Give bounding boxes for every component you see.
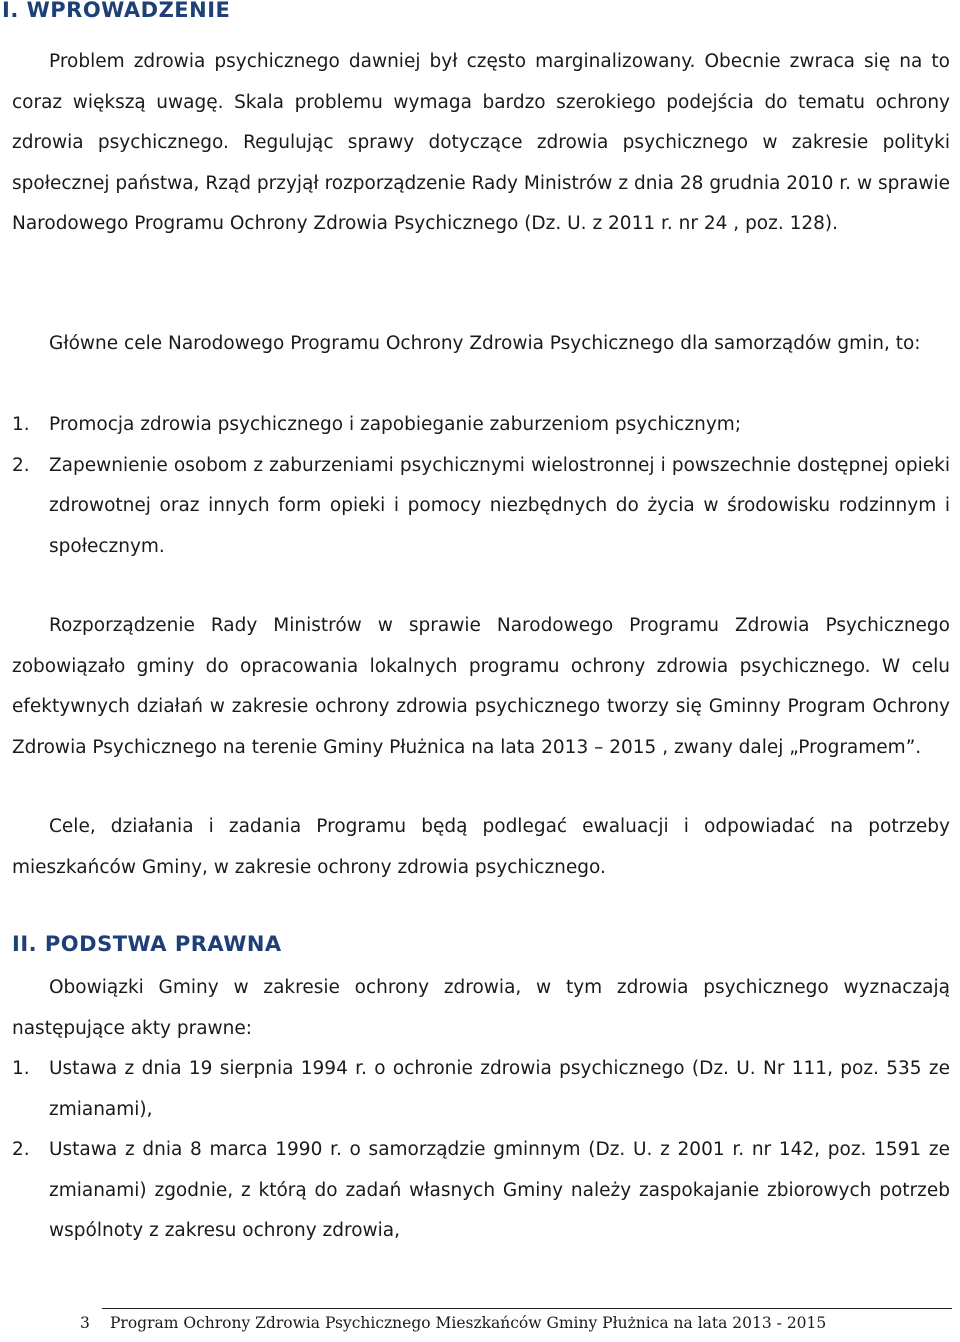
list-item xyxy=(12,1049,950,1130)
section-heading-introduction: I. WPROWADZENIE xyxy=(2,0,231,22)
list-item-number: 1. xyxy=(12,1058,30,1079)
regulation-paragraph: Rozporządzenie Rady Ministrów w sprawie Narodowego Programu Zdrowia Psychicznego zobowiązało gminy do opracowania lokalnych programu ochrony zdrowia psychicznego. W celu efektywnych działań w zakresie ochrony zdrowia psychicznego tworzy się Gminny Program Ochrony Zdrowia Psychicznego na terenie Gminy Płużnica na lata 2013 – 2015 , zwany dalej „Programem”. xyxy=(12,615,950,758)
legal-acts-list xyxy=(12,1049,950,1252)
list-item-number: 1. xyxy=(12,414,30,435)
page-number: 3 xyxy=(80,1314,90,1332)
list-item xyxy=(12,446,950,568)
goals-intro: Główne cele Narodowego Programu Ochrony Zdrowia Psychicznego dla samorządów gmin, to: xyxy=(49,333,921,354)
legal-intro: Obowiązki Gminy w zakresie ochrony zdrowia, w tym zdrowia psychicznego wyznaczają następujące akty prawne: xyxy=(12,977,950,1039)
goals-list xyxy=(12,405,950,567)
list-item-text: Ustawa z dnia 19 sierpnia 1994 r. o ochronie zdrowia psychicznego (Dz. U. Nr 111, poz. 535 ze zmianami), xyxy=(49,1058,950,1120)
list-item xyxy=(12,1130,950,1252)
list-item-text: Promocja zdrowia psychicznego i zapobieganie zaburzeniom psychicznym; xyxy=(49,414,742,435)
list-item-text: Ustawa z dnia 8 marca 1990 r. o samorządzie gminnym (Dz. U. z 2001 r. nr 142, poz. 1591 ze zmianami) zgodnie, z którą do zadań własnych Gminy należy zaspokajanie zbiorowych potrzeb wspólnoty z zakresu ochrony zdrowia, xyxy=(49,1139,950,1241)
list-item-number: 2. xyxy=(12,454,30,476)
intro-paragraph: Problem zdrowia psychicznego dawniej był często marginalizowany. Obecnie zwraca się na to coraz większą uwagę. Skala problemu wymaga bardzo szerokiego podejścia do tematu ochrony zdrowia psychicznego. Regulując sprawy dotyczące zdrowia psychicznego w zakresie polityki społecznej państwa, Rząd przyjął rozporządzenie Rady Ministrów z dnia 28 grudnia 2010 r. w sprawie Narodowego Programu Ochrony Zdrowia Psychicznego (Dz. U. z 2011 r. nr 24 , poz. 128). xyxy=(12,51,950,234)
evaluation-paragraph: Cele, działania i zadania Programu będą podlegać ewaluacji i odpowiadać na potrzeby mieszkańców Gminy, w zakresie ochrony zdrowia psychicznego. xyxy=(12,816,950,878)
page-footer xyxy=(80,1314,960,1332)
list-item xyxy=(12,405,950,446)
list-item-number: 2. xyxy=(12,1139,30,1160)
section-heading-legal-basis: II. PODSTWA PRAWNA xyxy=(12,932,282,956)
list-item-text: Zapewnienie osobom z zaburzeniami psychicznymi wielostronnej i powszechnie dostępnej opieki zdrowotnej oraz innych form opieki i pomocy niezbędnych do życia w środowisku rodzinnym i społecznym. xyxy=(49,454,950,557)
footer-title: Program Ochrony Zdrowia Psychicznego Mieszkańców Gminy Płużnica na lata 2013 - 2015 xyxy=(110,1314,827,1332)
footer-divider xyxy=(102,1308,952,1309)
